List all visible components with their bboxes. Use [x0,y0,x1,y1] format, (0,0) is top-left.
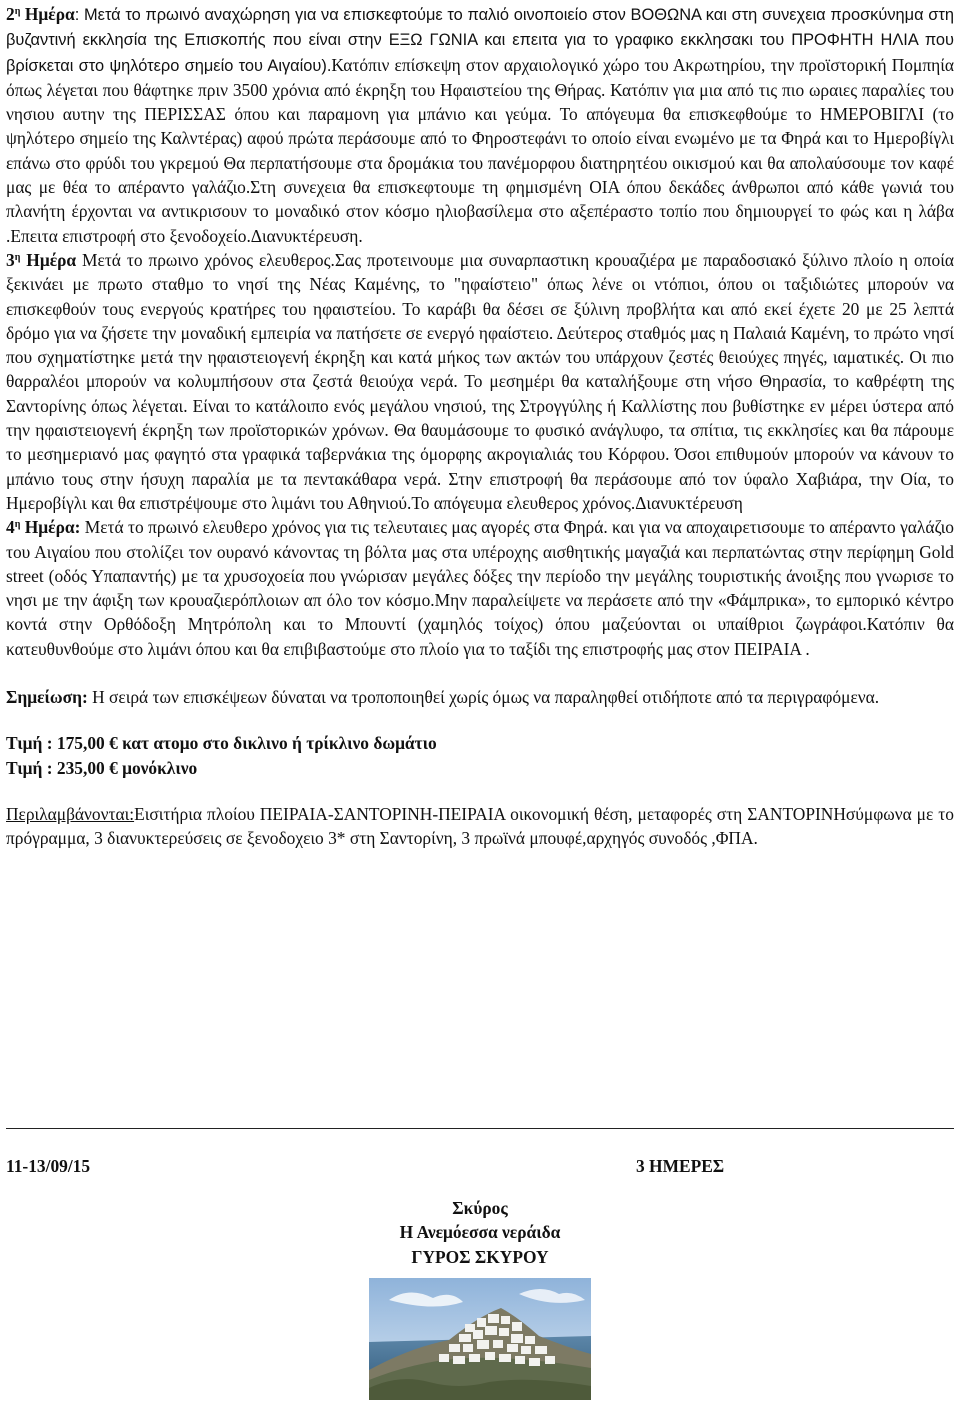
day2-label: $2^\eta$ Ημέρα [6,4,75,24]
day3-label: $3^\eta$ Ημέρα [6,249,77,270]
day4-text: Μετά το πρωινό ελευθερο χρόνος για τις τελευταιες μας αγορές στα Φηρά. και για να αποχαιρετισουμε το απέραντο γαλάζιο του Αιγαίου που στολίζει τον ουρανό κάνοντας τη βόλτα μας στα υπέροχης αισθητικής μαγαζιά και περπατώντας στην περίφημη Gold street (οδός Υπαπαντής) με τα χρυσοχοεία που γνώρισαν μεγάλες δόξες την περίοδο την μεγάλης τουριστικής άνοιξης που γνωρισε το νησι με την άφιξη των κρουαζιερόπλοιων απ όλο τον κόσμο.Μην παραλείψετε να περάσετε από την «Φάμπρικα», το εμπορικό κέντρο κοντά στην Ορθόδοξη Μητρόπολη και το Μπουντί (χαμηλός τοίχος) όπου μαζεύονται οι υπαίθριοι ζωγράφοι.Κατόπιν θα κατευθυνθούμε στο λιμάνι όπου και θα επιβιβαστούμε στο πλοίο για το ταξίδι της επιστροφής μας στον ΠΕΙΡΑΙΑ . [6,517,955,659]
note-label: Σημείωση: [6,687,88,708]
trip-subtitle: Η Ανεμόεσσα νεράιδα [399,1222,561,1243]
prices-block [6,731,954,780]
trip-dates: 11-13/09/15 [6,1156,91,1176]
day2-paragraph [6,2,954,248]
day2-text-intro: : Μετά το πρωινό αναχώρηση για να επισκεφτούμε το παλιό οινοποιείο στον ΒΟΘΩΝΑ και στη συνεχεια προσκύνημα στη βυζαντινή εκκλησία της Επισκοπής που είναι στην ΕΞΩ ΓΩΝΙΑ και επειτα για το γραφικο εκκλησακι του ΠΡΟΦΗΤΗ ΗΛΙΑ που βρίσκεται στο ψηλότερο σημείο του Αιγαίου). [6,6,954,75]
day4-label: $4^\eta$ Ημέρα: [6,517,81,538]
trip-island: Σκύρος [452,1198,508,1218]
includes-text: Εισιτήρια πλοίου ΠΕΙΡΑΙΑ-ΣΑΝΤΟΡΙΝΗ-ΠΕΙΡΑΙΑ οικονομική θέση, μεταφορές στη ΣΑΝΤΟΡΙΝΗσύμφωνα με το πρόγραμμα, 3 διανυκτερεύσεις σε ξενοδοχειο 3* στη Σαντορίνη, 3 πρωϊνά μπουφέ,αρχηγός συνοδός ,ΦΠΑ. [6,803,954,849]
note-paragraph [6,685,954,709]
document-page [6,0,955,1267]
includes-paragraph [6,802,954,851]
trip-title: ΓΥΡΟΣ ΣΚΥΡΟΥ [411,1246,549,1267]
trip-heading [6,1196,954,1269]
trip-duration: 3 ΗΜΕΡΕΣ [636,1156,725,1176]
includes-label: Περιλαμβάνονται: [6,803,135,824]
price-line-single: Τιμή : 235,00 € μονόκλινο [6,757,198,778]
day2-text: Κατόπιν επίσκεψη στον αρχαιολογικό χώρο του Ακρωτηρίου, την προϊστορική Πομπηία όπως λέγεται που θάφτηκε πριν 3500 χρόνια από έκρηξη του Ηφαιστείου της Θήρας. Κατόπιν για μια από τις πιο ωραιες παραλίες του νησιου αυτην της ΠΕΡΙΣΣΑΣ όπου και παραμονη για μπάνιο και γεύμα. Το απόγευμα θα επισκεφθούμε το ΗΜΕΡΟΒΙΓΛΙ (το ψηλότερο σημείο της Καλντέρας) αφού πρώτα περάσουμε από το Φηροστεφάνι το οποίο είναι ενωμένο με τα Φηρά και το Ημεροβίγλι επάνω στο φρύδι του γκρεμού Θα περπατήσουμε στα δρομάκια του πανέμορφου διατηρητέου οικισμού και θα απολαύσουμε τον καφέ μας με θέα το απέραντο γαλάζιο.Στη συνεχεια θα επισκεφτουμε τη φημισμένη ΟΙΑ όπου δεκάδες άνθρωποι από κάθε γωνιά του πλανήτη έρχονται να αντικρισουν το μοναδικό στον κόσμο ηλιοβασίλεμα στο αξεπέραστο τοπίο που δημιουργεί το φώς και η λάβα .Επειτα επιστροφή στο ξενοδοχείο.Διανυκτέρευση. [6,54,954,246]
day3-text: Μετά το πρωινο χρόνος ελευθερος.Σας προτεινουμε μια συναρπαστικη κρουαζιέρα με παραδοσιακό ξύλινο πλοίο η οποία ξεκινάει με πρωτο σταθμο το νησί της Νέας Καμένης, το "ηφαίστειο" όπως λένε οι ντόπιοι, όπου οι ταξιδιώτες μπορούν να επισκεφθούν τους ενεργούς κρατήρες του ηφαιστείου. Το καράβι θα δέσει σε ξύλινη προβλήτα και από εκεί έχετε 20 με 25 λεπτά δρόμο για να ζήσετε την μοναδική εμπειρία να πατήσετε σε ενεργό ηφαίστειο. Δεύτερος σταθμός μας η Παλαιά Καμένη, το πρώτο νησί που σχηματίστηκε μετά την ηφαιστειογενή έκρηξη και κατά μήκος των ακτών του υπάρχουν ζεστές θειούχες πηγές, ιαματικές. Οι πιο θαρραλέοι μπορούν να κολυμπήσουν στα ζεστά θειούχα νερά. Το μεσημέρι θα καταλήξουμε στη νήσο Θηρασία, το καθρέφτη της Σαντορίνης όπως λέγεται. Είναι το κατάλοιπο ενός μεγάλου νησιού, της Στρογγύλης ή Καλλίστης που βυθίστηκε εν μέρει ύστερα από την ηφαιστειογενή έκρηξη των προϊστορικών χρόνων. Θα θαυμάσουμε το φυσικό ανάγλυφο, τα σπίτια, τις εκκλησίες και θα πάρουμε το μεσημεριανό μας φαγητό στα γραφικά ταβερνάκια της όμορφης ακρογιαλιάς του Κόρφου. Όσοι επιθυμούν μπορούν να κάνουν το μπάνιο τους στην ήσυχη παραλία με τα πεντακάθαρα νερά. Στην επιστροφή θα περάσουμε από τον ύφαλο Χαβιάρα, την Οία, το Ημεροβίγλι και θα επιστρέψουμε στο λιμάνι του Αθηνιού.Το απόγευμα ελευθερος χρόνος.Διανυκτέρευση [6,249,954,513]
note-text: Η σειρά των επισκέψεων δύναται να τροποποιηθεί χωρίς όμως να παραληφθεί οτιδήποτε από τα περιγραφόμενα. [87,687,880,708]
day3-paragraph [6,248,954,515]
price-line-double: Τιμή : 175,00 € κατ ατομο στο δικλινο ή τρίκλινο δωμάτιο [6,733,437,754]
section-divider [6,1128,954,1129]
day4-paragraph [6,515,954,661]
skyros-photo [369,1278,591,1400]
